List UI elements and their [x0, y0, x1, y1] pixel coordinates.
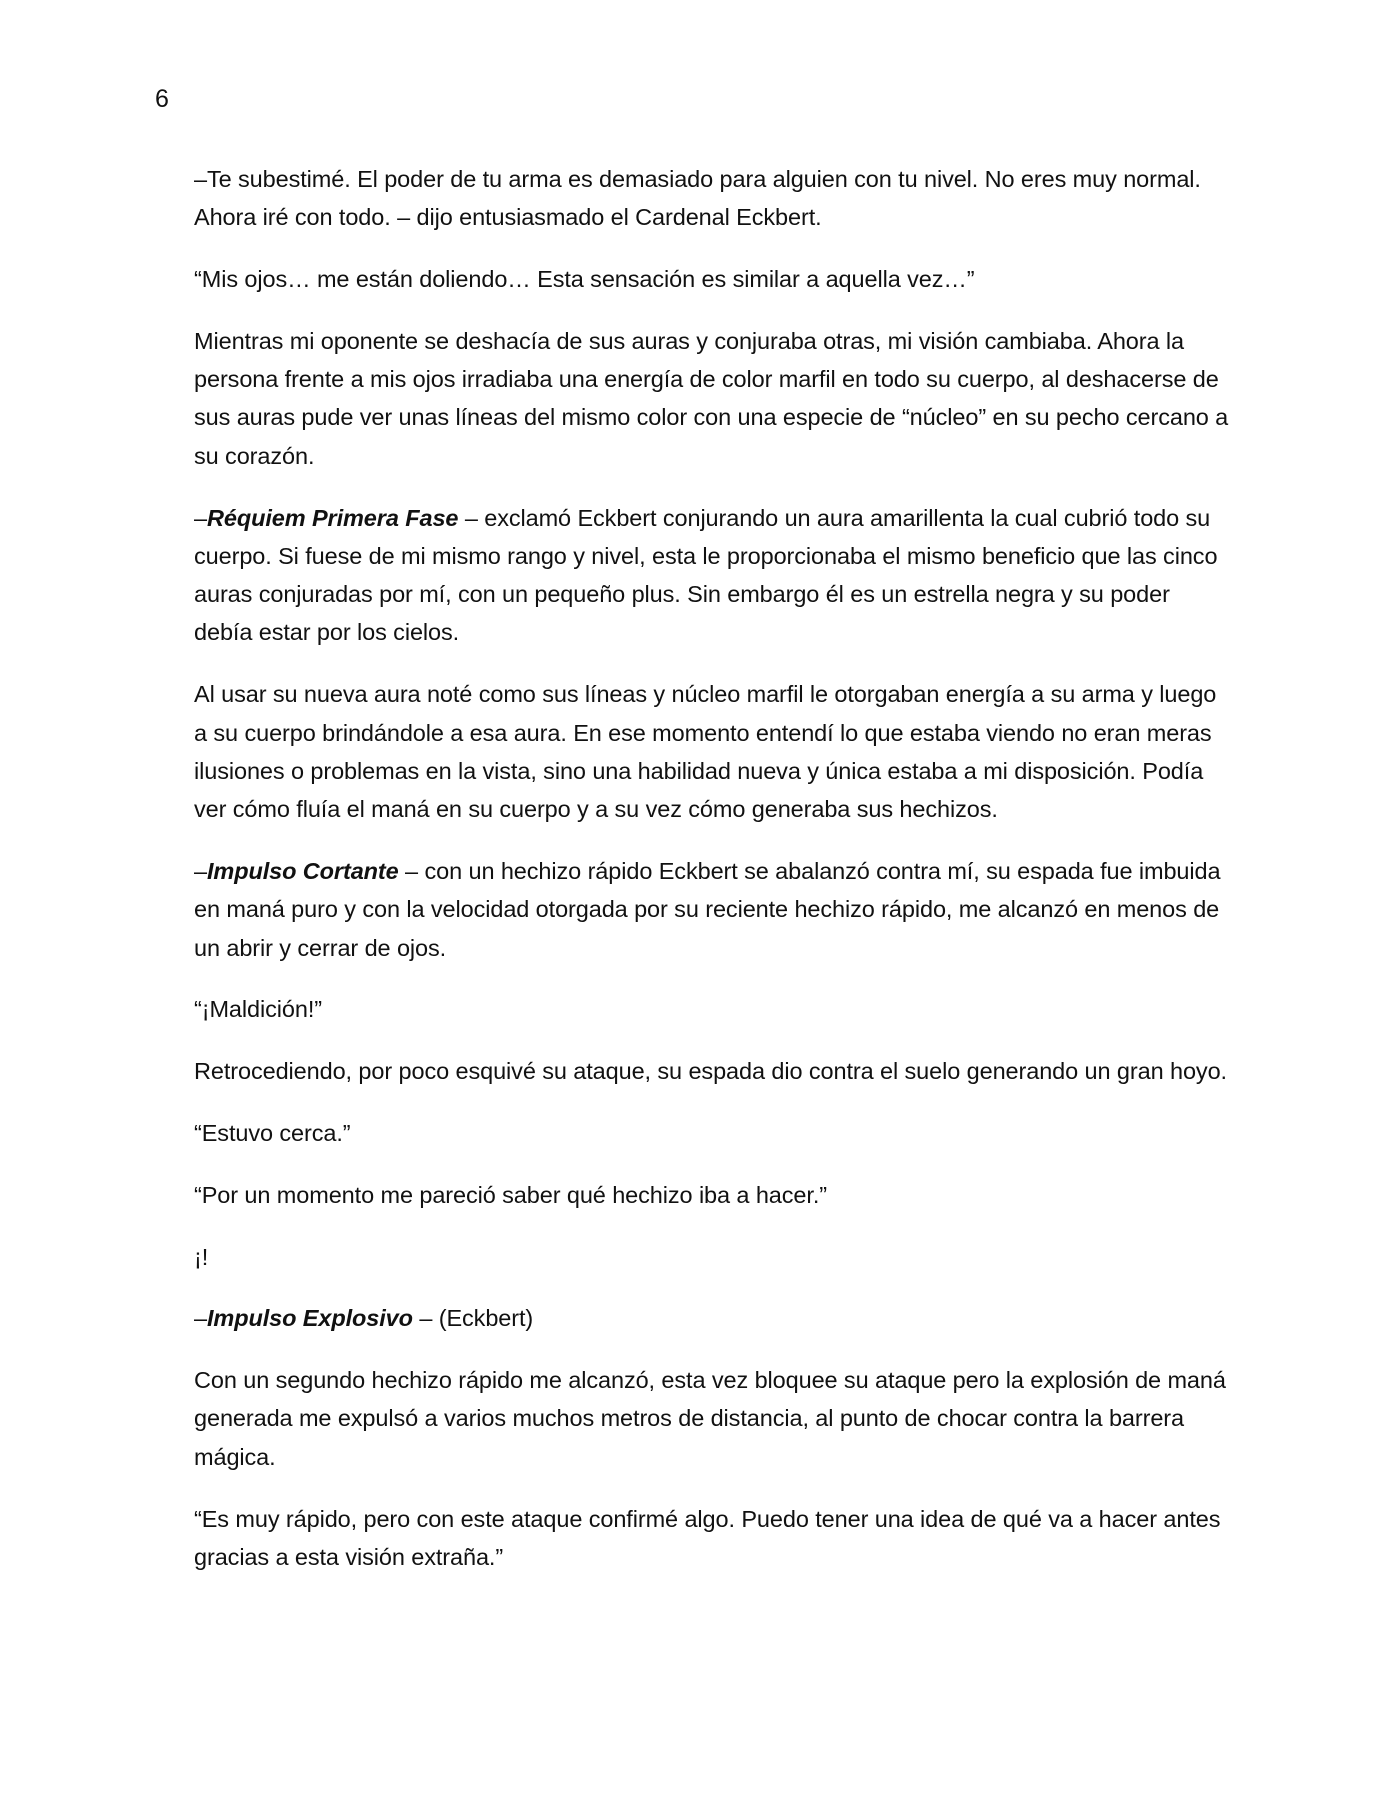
- paragraph: –Impulso Explosivo – (Eckbert): [194, 1305, 534, 1332]
- paragraph: –Réquiem Primera Fase – exclamó Eckbert conjurando un aura amarillenta la cual cubrió todo su cuerpo. Si fuese de mi mismo rango y nivel, esta le proporcionaba el mismo beneficio que las cinco auras conjuradas por mí, con un pequeño plus. Sin embargo él es un estrella negra y su poder debía estar por los cielos.: [194, 504, 1218, 646]
- spell-name: Réquiem Primera Fase: [206, 504, 459, 531]
- paragraph: “Estuvo cerca.”: [194, 1119, 351, 1146]
- spell-name: Impulso Explosivo: [206, 1305, 413, 1332]
- paragraph: ¡!: [194, 1243, 209, 1270]
- paragraph: “¡Maldición!”: [194, 996, 322, 1023]
- paragraph: Con un segundo hechizo rápido me alcanzó, esta vez bloquee su ataque pero la explosión de maná generada me expulsó a varios muchos metros de distancia, al punto de chocar contra la barrera mágica.: [194, 1367, 1226, 1470]
- paragraph: Retrocediendo, por poco esquivé su ataque, su espada dio contra el suelo generando un gran hoyo.: [194, 1058, 1227, 1085]
- paragraph: Mientras mi oponente se deshacía de sus auras y conjuraba otras, mi visión cambiaba. Ahora la persona frente a mis ojos irradiaba una energía de color marfil en todo su cuerpo, al deshacerse de sus auras pude ver unas líneas del mismo color con una especie de “núcleo” en su pecho cercano a su corazón.: [194, 327, 1229, 469]
- paragraph: “Es muy rápido, pero con este ataque confirmé algo. Puedo tener una idea de qué va a hacer antes gracias a esta visión extraña.”: [194, 1505, 1221, 1570]
- paragraph: “Por un momento me pareció saber qué hechizo iba a hacer.”: [194, 1181, 827, 1208]
- paragraph: –Impulso Cortante – con un hechizo rápido Eckbert se abalanzó contra mí, su espada fue imbuida en maná puro y con la velocidad otorgada por su reciente hechizo rápido, me alcanzó en menos de un abrir y cerrar de ojos.: [194, 857, 1221, 961]
- paragraph: Al usar su nueva aura noté como sus líneas y núcleo marfil le otorgaban energía a su arma y luego a su cuerpo brindándole a esa aura. En ese momento entendí lo que estaba viendo no eran meras ilusiones o problemas en la vista, sino una habilidad nueva y única estaba a mi disposición. Podía ver cómo fluía el maná en su cuerpo y a su vez cómo generaba sus hechizos.: [194, 681, 1217, 823]
- body-text: [194, 160, 1234, 1600]
- page-number: 6: [155, 85, 169, 113]
- paragraph: “Mis ojos… me están doliendo… Esta sensación es similar a aquella vez…”: [194, 266, 975, 293]
- paragraph: –Te subestimé. El poder de tu arma es demasiado para alguien con tu nivel. No eres muy normal. Ahora iré con todo. – dijo entusiasmado el Cardenal Eckbert.: [194, 166, 1201, 231]
- spell-name: Impulso Cortante: [206, 857, 399, 884]
